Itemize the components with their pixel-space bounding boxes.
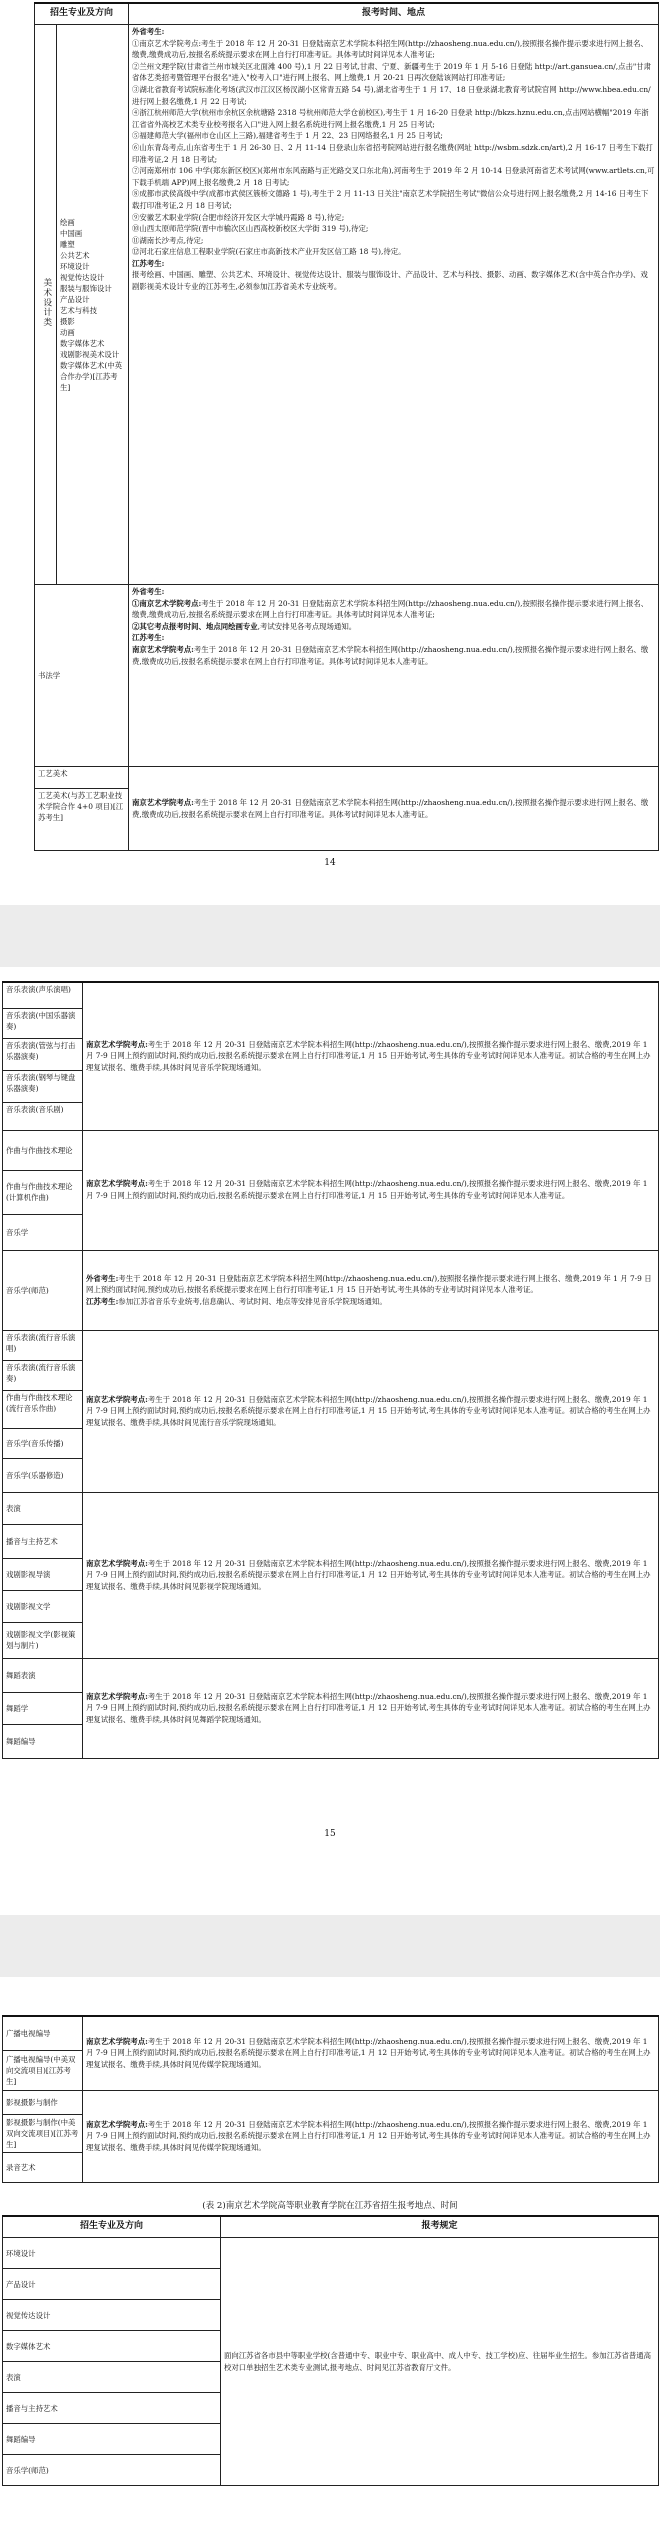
site-label: ②其它考点报考时间、地点同绘画专业 — [132, 621, 258, 631]
site-label: 江苏考生: — [86, 1296, 119, 1306]
major-cell: 舞蹈编导 — [3, 2424, 221, 2455]
site-text: 考生于 2018 年 12 月 20-31 日登陆南京艺术学院本科招生网(http://zhaosheng.nua.edu.cn/),按照报名操作提示要求进行网上报名、缴费,缴费成功后,按报名系统提示要求在网上自行打印准考证。具体考试时间详见本人准考证; — [132, 598, 649, 620]
requirements-cell — [83, 982, 659, 1130]
category-cell — [35, 25, 57, 585]
exam-site-item: ⑦河南郑州市 106 中学(郑东新区校区)(郑州市东风南路与正光路交叉口东北角),河南考生于 2019 年 2 月 10-14 日登录河南省艺术考试网(www.artlets.cn,可下载手机端 APP)网上报名缴费,2 月 18 日考试; — [132, 166, 655, 187]
major-cell: 环境设计 — [3, 2238, 221, 2269]
site-label: 南京艺术学院考点: — [86, 2119, 148, 2129]
header-major: 招生专业及方向 — [3, 2216, 221, 2238]
calligraphy-major: 书法学 — [35, 585, 129, 767]
major-item: 环境设计 — [60, 261, 90, 271]
site-label: ①南京艺术学院考点: — [132, 598, 202, 608]
major-cell: 影视摄影与制作(中美双向交流项目)[江苏考生] — [3, 2114, 83, 2152]
major-cell: 舞蹈学 — [3, 1692, 83, 1724]
major-item: 戏剧影视美术设计 — [60, 349, 120, 359]
requirements-cell — [83, 2090, 659, 2182]
major-cell: 音乐表演(中国乐器演奏) — [3, 1008, 83, 1038]
exam-site-item: ⑪湖南长沙考点,待定; — [132, 235, 204, 245]
site-text: 考生于 2018 年 12 月 20-31 日登陆南京艺术学院本科招生网(http://zhaosheng.nua.edu.cn/),按照报名操作提示要求进行网上报名、缴费,2019 年 1 月 7-9 日网上预约面试时间,预约成功后,按报名系统提示要求在网上自行打印准考证,1 月 12 日开始考试,考生具体的专业考试时间详见本人准考证。初试合格的考生在网上办理复试报名、缴费手续,具体时间见传媒学院现场通知。 — [86, 2036, 651, 2070]
major-item: 动画 — [60, 327, 75, 337]
major-item: 服装与服饰设计 — [60, 283, 112, 293]
header-major: 招生专业及方向 — [35, 3, 129, 25]
exam-site-item: ④浙江杭州师范大学(杭州市余杭区余杭塘路 2318 号杭州师范大学仓前校区),考生于 1 月 16-20 日登录 http://bkzs.hznu.edu.cn,点击网站横幅"2019 年浙江省省外高校艺术类专业校考报名入口"进入网上报名系统进行网上报名缴费,1 月 25 日考试; — [132, 108, 649, 129]
exam-site-item: ①南京艺术学院考点:考生于 2018 年 12 月 20-31 日登陆南京艺术学院本科招生网(http://zhaosheng.nua.edu.cn/),按照报名操作提示要求进行网上报名、缴费,缴费成功后,按报名系统提示要求在网上自行打印准考证。具体考试时间详见本人准考证; — [132, 38, 648, 60]
major-item: 雕塑 — [60, 239, 75, 249]
major-cell: 录音艺术 — [3, 2152, 83, 2182]
header-rules: 报考规定 — [221, 2216, 659, 2238]
major-cell: 音乐学(师范) — [3, 1250, 83, 1330]
site-label: 南京艺术学院考点: — [86, 1691, 148, 1701]
site-text: 考生于 2018 年 12 月 20-31 日登陆南京艺术学院本科招生网(http://zhaosheng.nua.edu.cn/),按照报名操作提示要求进行网上报名、缴费,2019 年 1 月 7-9 日网上预约面试时间,预约成功后,按报名系统提示要求在网上自行打印准考证,1 月 15 日开始考试,考生具体的专业考试时间详见本人准考证。初试合格的考生在网上办理复试报名、缴费手续,具体时间见音乐学院现场通知。 — [86, 1039, 651, 1073]
requirements-cell — [83, 1330, 659, 1492]
site-text: 考生于 2018 年 12 月 20-31 日登陆南京艺术学院本科招生网(http://zhaosheng.nua.edu.cn/),按照报名操作提示要求进行网上报名、缴费,2019 年 1 月 7-9 日网上预约面试时间,预约成功后,按报名系统提示要求在网上自行打印准考证,1 月 12 日开始考试,考生具体的专业考试时间详见本人准考证。初试合格的考生在网上办理复试报名、缴费手续,具体时间见影视学院现场通知。 — [86, 1558, 651, 1591]
page-16 — [0, 1977, 660, 2522]
admission-table-page-16 — [2, 2015, 659, 2183]
rules-text: 面向江苏省各市县中等职业学校(含普通中专、职业中专、职业高中、成人中专、技工学校)应、往届毕业生招生。参加江苏省普通高校对口单独招生艺术类专业测试,报考地点、时间见江苏省教育厅文件。 — [224, 2350, 652, 2372]
site-label: 南京艺术学院考点: — [86, 2036, 148, 2046]
major-cell: 影视摄影与制作 — [3, 2090, 83, 2114]
major-cell: 音乐表演(流行音乐演唱) — [3, 1330, 83, 1360]
major-cell: 视觉传达设计 — [3, 2300, 221, 2331]
jiangsu-note: 报考绘画、中国画、雕塑、公共艺术、环境设计、视觉传达设计、服装与服饰设计、产品设计、艺术与科技、摄影、动画、数字媒体艺术(含中英合作办学)、戏剧影视美术设计专业的江苏考生,必须参加江苏省美术专业统考。 — [132, 270, 648, 292]
site-text: 考生于 2018 年 12 月 20-31 日登陆南京艺术学院本科招生网(http://zhaosheng.nua.edu.cn/),按照报名操作提示要求进行网上报名、缴费,2019 年 1 月 7-9 日网上预约面试时间,预约成功后,按报名系统提示要求在网上自行打印准考证,1 月 12 日开始考试,考生具体的专业考试时间详见本人准考证。初试合格的考生在网上办理复试报名、缴费手续,具体时间见传媒学院现场通知。 — [86, 2119, 651, 2152]
site-label: 南京艺术学院考点: — [86, 1039, 148, 1049]
vocational-admission-table — [2, 2215, 659, 2486]
jiangsu-heading: 江苏考生: — [132, 258, 165, 268]
admission-table-page-15 — [2, 981, 659, 1759]
admission-table-page-14 — [34, 2, 659, 851]
site-label: 外省考生: — [86, 1273, 119, 1283]
site-label: 南京艺术学院考点: — [86, 1179, 148, 1189]
exam-site-item: ③湖北省教育考试院标准化考场(武汉市江汉区杨汊湖小区常青五路 54 号),湖北省考生于 1 月 17、18 日登录湖北教育考试院官网 http://www.hbea.edu.cn/ 进行网上报名缴费,1 月 22 日考试; — [132, 84, 651, 106]
calligraphy-requirements-cell — [129, 585, 659, 767]
site-text: 考生于 2018 年 12 月 20-31 日登陆南京艺术学院本科招生网(http://zhaosheng.nua.edu.cn/),按照报名操作提示要求进行网上报名、缴费,2019 年 1 月 7-9 日网上预约面试时间,预约成功后,按报名系统提示要求在网上自行打印准考证,1 月 15 日开始考试,考生具体的专业考试时间详见本人准考证。 — [86, 1179, 648, 1200]
rules-cell — [221, 2238, 659, 2486]
site-text: 考生于 2018 年 12 月 20-31 日登陆南京艺术学院本科招生网(http://zhaosheng.nua.edu.cn/),按照报名操作提示要求进行网上报名、缴费,2019 年 1 月 7-9 日网上预约面试时间,预约成功后,按报名系统提示要求在网上自行打印准考证,1 月 12 日开始考试,考生具体的专业考试时间详见本人准考证。初试合格的考生在网上办理复试报名、缴费手续,具体时间见舞蹈学院现场通知。 — [86, 1691, 651, 1724]
major-cell: 音乐表演(音乐剧) — [3, 1102, 83, 1130]
table-2-caption: (表 2)南京艺术学院高等职业教育学院在江苏省招生报考地点、时间 — [202, 2201, 458, 2211]
major-item: 产品设计 — [60, 294, 90, 304]
site-text: 考生于 2018 年 12 月 20-31 日登陆南京艺术学院本科招生网(http://zhaosheng.nua.edu.cn/),按照报名操作提示要求进行网上报名、缴费,2019 年 1 月 7-9 日网上预约面试时间,预约成功后,按报名系统提示要求在网上自行打印准考证,1 月 15 日开始考试,考生具体的专业考试时间详见本人准考证。 — [86, 1273, 652, 1295]
craft-major: 工艺美术(与苏工艺职业技术学院合作 4+0 项目)[江苏考生] — [35, 789, 129, 851]
major-cell: 音乐学(乐器修造) — [3, 1458, 83, 1492]
site-text: 参加江苏省音乐专业统考,信息确认、考试时间、地点等安排见音乐学院现场通知。 — [118, 1296, 387, 1306]
site-text: 考生于 2018 年 12 月 20-31 日登陆南京艺术学院本科招生网(http://zhaosheng.nua.edu.cn/),按照报名操作提示要求进行网上报名、缴费,2019 年 1 月 7-9 日网上预约面试时间,预约成功后,按报名系统提示要求在网上自行打印准考证,1 月 15 日开始考试,考生具体的专业考试时间详见本人准考证。初试合格的考生在网上办理复试报名、缴费手续,具体时间见流行音乐学院现场通知。 — [86, 1394, 651, 1427]
major-cell: 音乐表演(钢琴与键盘乐器演奏) — [3, 1070, 83, 1102]
requirements-cell — [83, 1492, 659, 1658]
craft-major: 工艺美术 — [35, 767, 129, 789]
major-cell: 播音与主持艺术 — [3, 2393, 221, 2424]
major-item: 公共艺术 — [60, 250, 90, 260]
page-gap — [0, 1915, 660, 1977]
jiangsu-heading: 江苏考生: — [132, 633, 165, 643]
major-cell: 音乐表演(管弦与打击乐器演奏) — [3, 1038, 83, 1070]
major-cell: 产品设计 — [3, 2269, 221, 2300]
design-requirements-cell — [129, 25, 659, 585]
site-text: 考生于 2018 年 12 月 20-31 日登陆南京艺术学院本科招生网(http://zhaosheng.nua.edu.cn/),按照报名操作提示要求进行网上报名、缴费,缴费成功后,按报名系统提示要求在网上自行打印准考证。具体考试时间详见本人准考证。 — [132, 644, 649, 666]
site-text: ,考试安排见各考点现场通知。 — [257, 621, 357, 631]
requirements-cell — [83, 2016, 659, 2090]
exam-site-item: ②兰州文理学院(甘肃省兰州市城关区北面滩 400 号),1 月 22 日考试,甘肃、宁夏、新疆考生于 2019 年 1 月 5-16 日登陆 http://art.gansuea.cn/,点击"甘肃省体艺类招考暨管理平台报名"进入"校考入口"进行网上报名、网上缴费,1 月 20-21 日再次登陆该网站打印准考证; — [132, 61, 652, 83]
major-cell: 表演 — [3, 2362, 221, 2393]
major-cell: 戏剧影视导演 — [3, 1558, 83, 1590]
exam-site-item: ⑫河北石家庄信息工程职业学院(石家庄市高新技术产业开发区信工路 18 号),待定。 — [132, 247, 406, 257]
header-time-place: 报考时间、地点 — [129, 3, 659, 25]
major-item: 视觉传达设计 — [60, 272, 105, 282]
exam-site-item: ⑥山东青岛考点,山东省考生于 1 月 26-30 日、2 月 11-14 日登录山东省招考院网站进行报名缴费(网址 http://wsbm.sdzk.cn/art),2 月 16-17 日考生下载打印准考证,2 月 18 日考试; — [132, 142, 653, 164]
site-label: 南京艺术学院考点: — [86, 1558, 148, 1568]
page-14 — [0, 0, 660, 905]
page-15 — [0, 967, 660, 1987]
major-item: 数字媒体艺术 — [60, 338, 105, 348]
exam-site-item: ⑨安徽艺术职业学院(合肥市经济开发区大学城丹霞路 8 号),待定; — [132, 212, 345, 222]
site-text: 考生于 2018 年 12 月 20-31 日登陆南京艺术学院本科招生网(http://zhaosheng.nua.edu.cn/),按照报名操作提示要求进行网上报名、缴费,缴费成功后,按报名系统提示要求在网上自行打印准考证。具体考试时间详见本人准考证。 — [132, 797, 649, 819]
site-label: 南京艺术学院考点: — [132, 797, 194, 807]
major-cell: 广播电视编导 — [3, 2016, 83, 2050]
major-item: 数字媒体艺术(中英合作办学)[江苏考生] — [60, 360, 123, 392]
major-cell: 播音与主持艺术 — [3, 1524, 83, 1558]
craft-requirements-cell — [129, 767, 659, 851]
exam-site-item: ⑧成都市武侯高级中学(成都市武侯区簇桥文德路 1 号),考生于 2 月 11-13 日关注"南京艺术学院招生考试"微信公众号进行网上报名缴费,2 月 14-16 日考生下载打印准考证,2 月 18 日考试; — [132, 189, 649, 210]
major-cell: 数字媒体艺术 — [3, 2331, 221, 2362]
major-cell: 舞蹈编导 — [3, 1724, 83, 1758]
requirements-cell — [83, 1658, 659, 1758]
page-number: 14 — [324, 858, 336, 868]
page-number: 15 — [324, 1829, 336, 1839]
major-cell: 音乐表演(流行音乐演奏) — [3, 1360, 83, 1390]
out-of-province-heading: 外省考生: — [132, 587, 165, 596]
page-gap — [0, 905, 660, 967]
major-cell: 音乐学(音乐传播) — [3, 1428, 83, 1458]
major-cell: 作曲与作曲技术理论 — [3, 1130, 83, 1170]
major-cell: 舞蹈表演 — [3, 1658, 83, 1692]
major-cell: 戏剧影视文学(影视策划与制片) — [3, 1622, 83, 1658]
major-cell: 音乐表演(声乐演唱) — [3, 982, 83, 1008]
major-item: 绘画 — [60, 217, 75, 227]
major-item: 摄影 — [60, 316, 75, 326]
major-cell: 音乐学 — [3, 1214, 83, 1250]
out-of-province-heading: 外省考生: — [132, 27, 165, 36]
major-item: 中国画 — [60, 228, 83, 238]
site-label: 南京艺术学院考点: — [132, 644, 194, 654]
exam-site-item: ⑩山西太原师范学院(晋中市榆次区山西高校新校区大学街 319 号),待定; — [132, 224, 369, 234]
major-cell: 音乐学(师范) — [3, 2455, 221, 2486]
major-cell: 表演 — [3, 1492, 83, 1524]
requirements-cell — [83, 1250, 659, 1330]
major-item: 艺术与科技 — [60, 305, 97, 315]
requirements-cell — [83, 1130, 659, 1250]
major-cell: 作曲与作曲技术理论(计算机作曲) — [3, 1170, 83, 1214]
major-cell: 戏剧影视文学 — [3, 1590, 83, 1622]
site-label: 南京艺术学院考点: — [86, 1394, 148, 1404]
major-cell: 作曲与作曲技术理论(流行音乐作曲) — [3, 1390, 83, 1428]
major-cell: 广播电视编导(中美双向交流项目)[江苏考生] — [3, 2050, 83, 2090]
category-label: 美术设计类 — [41, 278, 52, 328]
design-majors-cell — [57, 25, 129, 585]
exam-site-item: ⑤福建师范大学(福州市仓山区上三路),福建省考生于 1 月 22、23 日网络报名,1 月 25 日考试; — [132, 131, 443, 141]
